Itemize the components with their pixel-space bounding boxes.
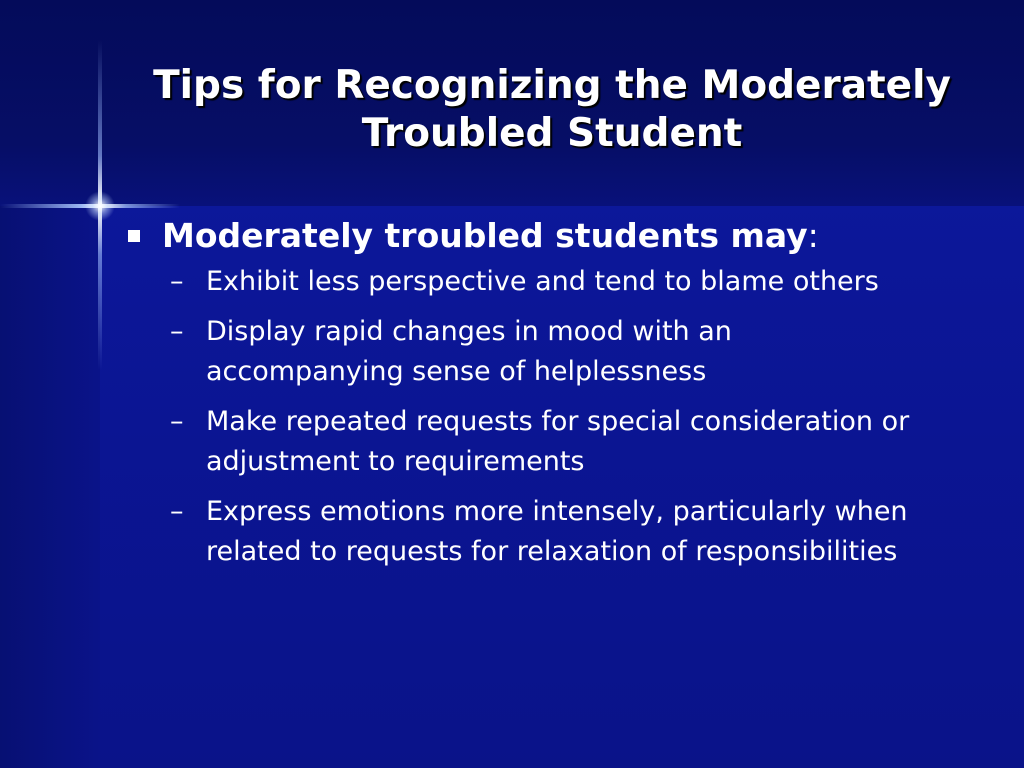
dash-bullet-icon: – — [170, 316, 184, 347]
sub-bullet-item — [170, 262, 926, 302]
slide-title-line-2: Troubled Student — [361, 111, 743, 156]
main-bullet-text: Moderately troubled students may — [162, 216, 808, 255]
light-flare-star-icon — [85, 191, 115, 221]
dash-bullet-icon: – — [170, 406, 184, 437]
sub-bullet-text: Exhibit less perspective and tend to blame others — [206, 266, 879, 297]
main-bullet-colon: : — [807, 216, 819, 255]
sub-bullet-text: Display rapid changes in mood with an accompanying sense of helplessness — [206, 316, 732, 387]
left-band — [0, 206, 100, 768]
sub-bullet-text: Make repeated requests for special consideration or adjustment to requirements — [206, 406, 910, 477]
slide-title-line-1: Tips for Recognizing the Moderately — [153, 63, 951, 108]
square-bullet-icon — [128, 230, 140, 242]
dash-bullet-icon: – — [170, 266, 184, 297]
sub-bullet-text: Express emotions more intensely, particularly when related to requests for relaxation of responsibilities — [206, 496, 908, 567]
sub-bullet-item — [170, 492, 926, 572]
sub-bullet-list — [126, 262, 966, 572]
slide-body — [126, 212, 966, 582]
sub-bullet-item — [170, 312, 926, 392]
slide-title — [110, 62, 994, 158]
main-bullet — [126, 212, 966, 260]
sub-bullet-item — [170, 402, 926, 482]
dash-bullet-icon: – — [170, 496, 184, 527]
